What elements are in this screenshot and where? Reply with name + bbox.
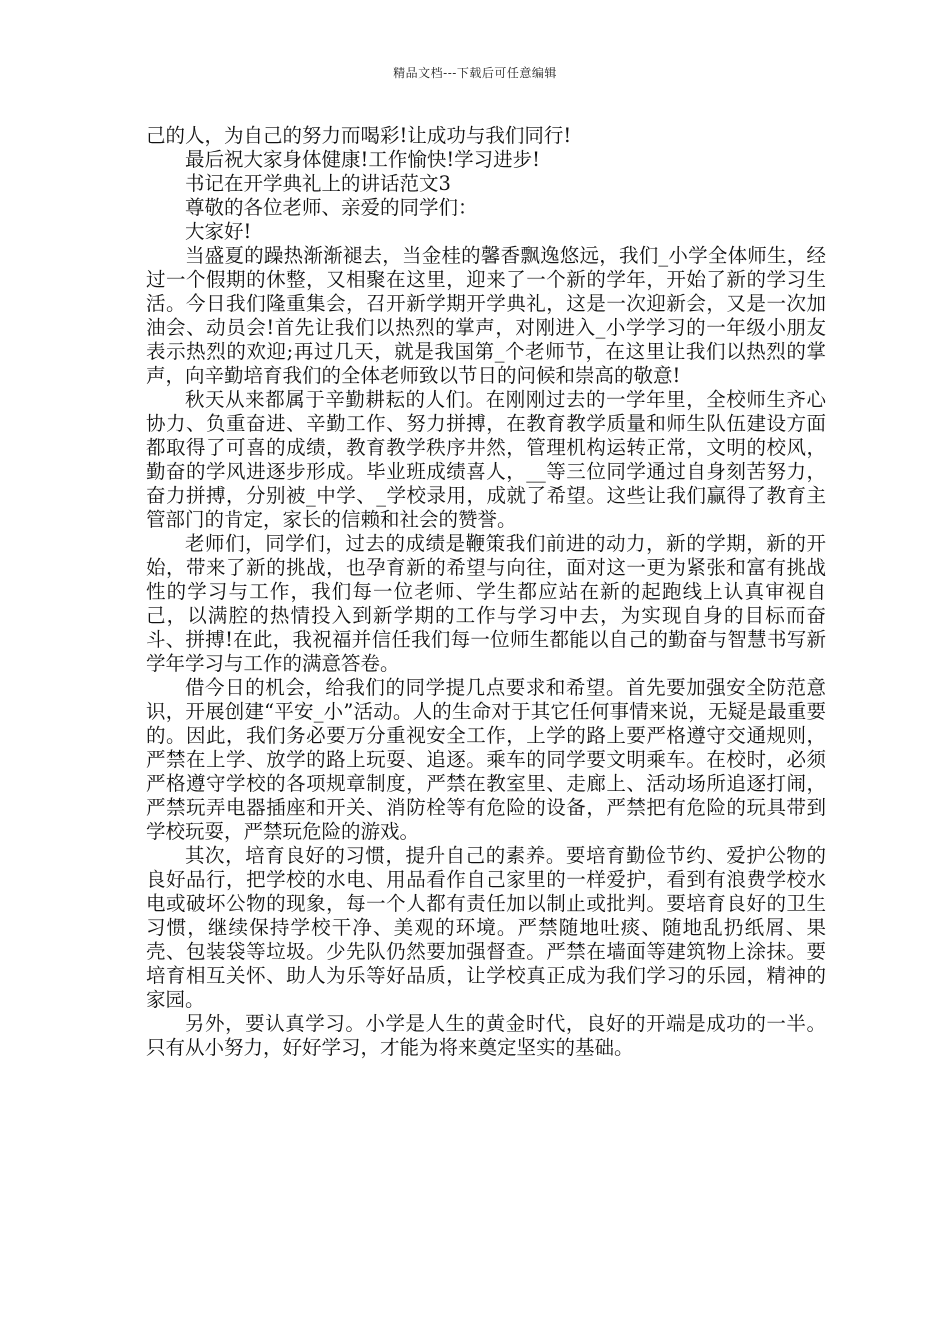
paragraph-8: 老师们，同学们，过去的成绩是鞭策我们前进的动力，新的学期，新的开始，带来了新的挑战，也孕育新的希望与向往，面对这一更为紧张和富有挑战性的学习与工作，我们每一位老师、学生都应站在新的起跑线上认真审视自己，以满腔的热情投入到新学期的工作与学习中去，为实现自身的目标而奋斗、拼搏!在此，我祝福并信任我们每一位师生都能以自己的勤奋与智慧书写新学年学习与工作的满意答卷。: [146, 532, 826, 675]
paragraph-1: 己的人，为自己的努力而喝彩!让成功与我们同行!: [146, 124, 572, 147]
document-body: [146, 124, 826, 1060]
salutation: 尊敬的各位老师、亲爱的同学们：: [185, 196, 478, 219]
section-title: 书记在开学典礼上的讲话范文3: [185, 172, 451, 195]
paragraph-11: 另外，要认真学习。小学是人生的黄金时代，良好的开端是成功的一半。只有从小努力，好好学习，才能为将来奠定坚实的基础。: [146, 1012, 826, 1059]
page-header: 精品文档---下载后可任意编辑: [393, 66, 557, 80]
paragraph-9: 借今日的机会，给我们的同学提几点要求和希望。首先要加强安全防范意识，开展创建“平安_小”活动。人的生命对于其它任何事情来说，无疑是最重要的。因此，我们务必要万分重视安全工作，上学的路上要严格遵守交通规则，严禁在上学、放学的路上玩耍、追逐。乘车的同学要文明乘车。在校时，必须严格遵守学校的各项规章制度，严禁在教室里、走廊上、活动场所追逐打闹，严禁玩弄电器插座和开关、消防栓等有危险的设备，严禁把有危险的玩具带到学校玩耍，严禁玩危险的游戏。: [146, 676, 826, 843]
greeting: 大家好!: [185, 220, 252, 243]
paragraph-7: 秋天从来都属于辛勤耕耘的人们。在刚刚过去的一学年里，全校师生齐心协力、负重奋进、辛勤工作、努力拼搏，在教育教学质量和师生队伍建设方面都取得了可喜的成绩，教育教学秩序井然，管理机构运转正常，文明的校风，勤奋的学风进逐步形成。毕业班成绩喜人，__等三位同学通过自身刻苦努力，奋力拼搏，分别被_中学、_学校录用，成就了希望。这些让我们赢得了教育主管部门的肯定，家长的信赖和社会的赞誉。: [146, 388, 826, 531]
paragraph-10: 其次，培育良好的习惯，提升自己的素养。要培育勤俭节约、爱护公物的良好品行，把学校的水电、用品看作自己家里的一样爱护，看到有浪费学校水电或破坏公物的现象，每一个人都有责任加以制止或批判。要培育良好的卫生习惯，继续保持学校干净、美观的环境。严禁随地吐痰、随地乱扔纸屑、果壳、包装袋等垃圾。少先队仍然要加强督查。严禁在墙面等建筑物上涂抹。要培育相互关怀、助人为乐等好品质，让学校真正成为我们学习的乐园，精神的家园。: [146, 844, 826, 1011]
paragraph-6: 当盛夏的躁热渐渐褪去，当金桂的馨香飘逸悠远，我们_小学全体师生，经过一个假期的休整，又相聚在这里，迎来了一个新的学年，开始了新的学习生活。今日我们隆重集会，召开新学期开学典礼，这是一次迎新会，又是一次加油会、动员会!首先让我们以热烈的掌声，对刚进入_小学学习的一年级小朋友表示热烈的欢迎;再过几天，就是我国第_个老师节，在这里让我们以热烈的掌声，向辛勤培育我们的全体老师致以节日的问候和崇高的敬意!: [146, 244, 826, 387]
paragraph-2: 最后祝大家身体健康!工作愉快!学习进步!: [185, 148, 541, 171]
